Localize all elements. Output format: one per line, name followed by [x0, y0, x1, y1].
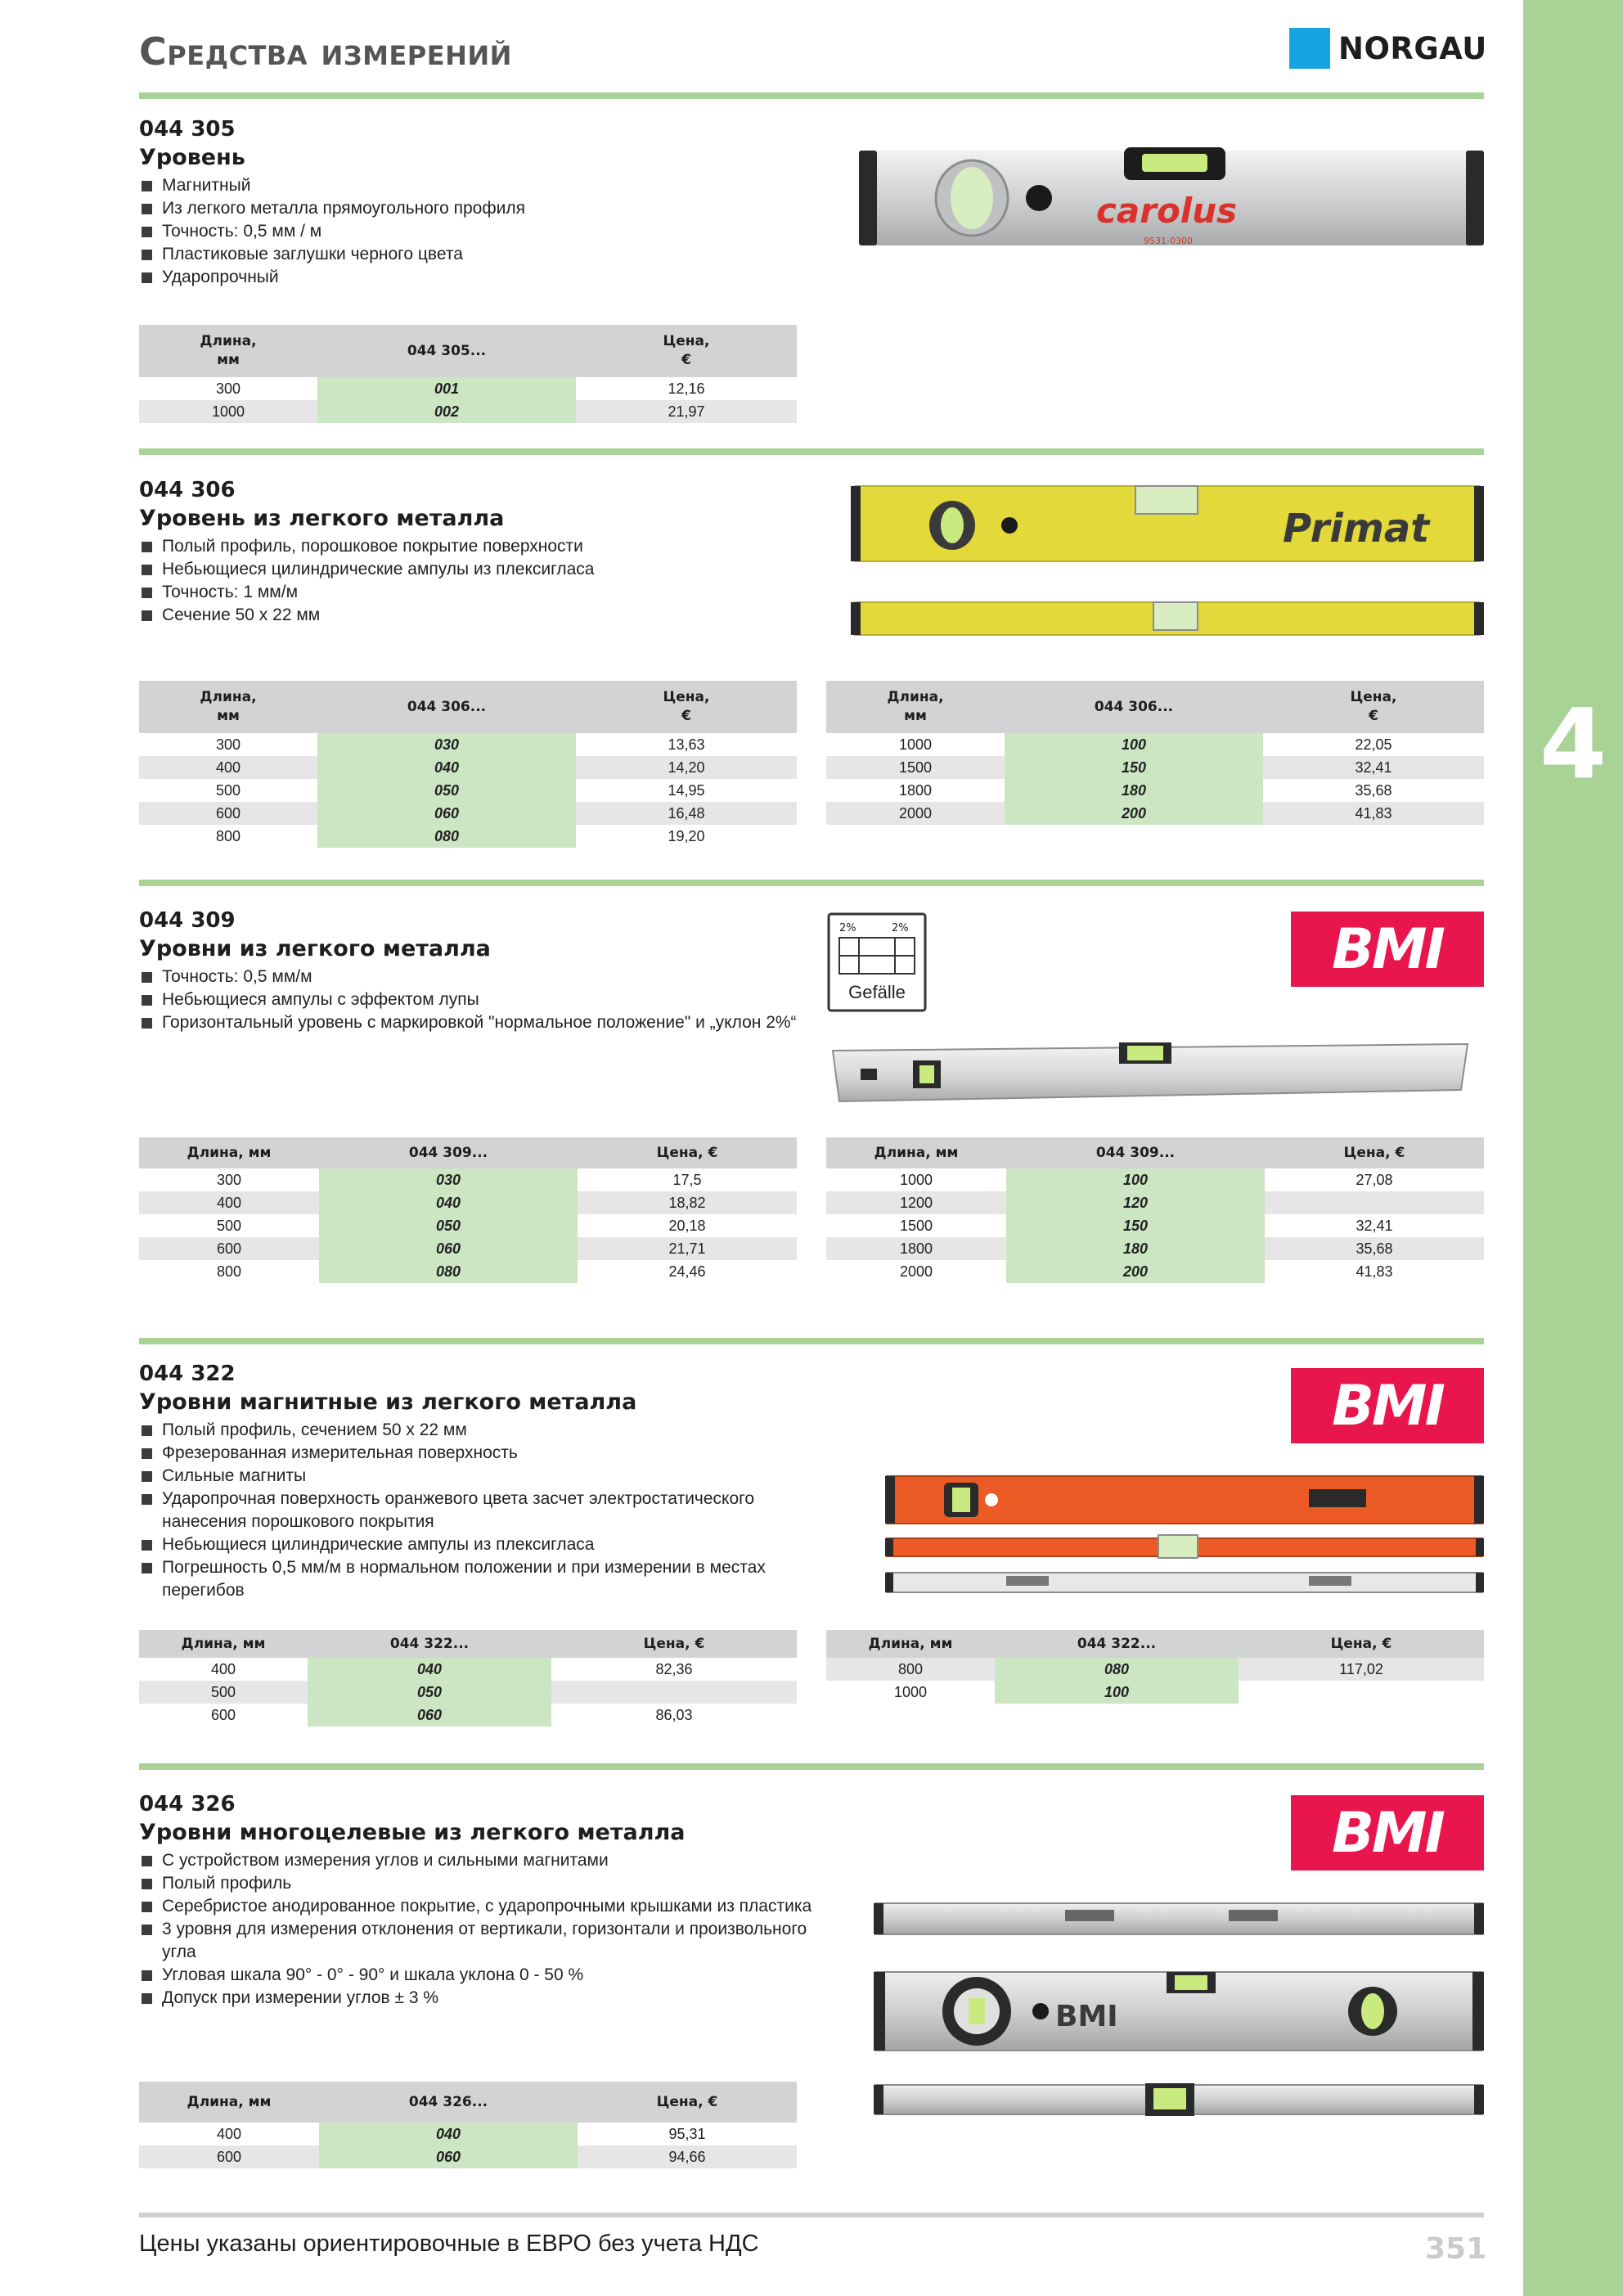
svg-text:2%: 2%: [839, 922, 856, 934]
cell-article: 200: [1005, 802, 1263, 825]
cell-price: [1265, 1191, 1484, 1214]
col-header-length: Длина, мм: [139, 1137, 319, 1168]
cell-length: 1800: [898, 782, 933, 799]
table-row: [826, 802, 1484, 825]
cell-length: 1500: [826, 756, 1005, 779]
cell-price: 20,18: [668, 1218, 706, 1234]
col-header-article: 044 309...: [319, 1137, 578, 1168]
section-divider: [139, 1763, 1484, 1770]
cell-article: 050: [308, 1681, 551, 1704]
cell-price: 14,95: [668, 782, 705, 799]
cell-price: 17,5: [672, 1172, 702, 1188]
feature-item: Погрешность 0,5 мм/м в нормальном положении и при измерении в местах перегибов: [139, 1556, 826, 1602]
svg-text:2%: 2%: [892, 922, 909, 934]
col-header-article: 044 322...: [995, 1630, 1239, 1658]
feature-item: Сильные магниты: [139, 1465, 826, 1488]
cell-price: 18,82: [578, 1191, 797, 1214]
cell-length: 1000: [899, 1172, 933, 1188]
feature-item: Из легкого металла прямоугольного профиля: [139, 197, 826, 220]
table-row: [826, 1168, 1484, 1191]
col-header-length: Длина, мм: [826, 681, 1005, 733]
level-bmi-image: [829, 1036, 1471, 1106]
cell-price: [551, 1681, 797, 1704]
cell-length: 800: [216, 1263, 242, 1280]
feature-item: Точность: 0,5 мм/м: [139, 966, 826, 988]
cell-article: 030: [319, 1168, 578, 1191]
price-table: [139, 681, 797, 848]
cell-price: 82,36: [655, 1661, 693, 1677]
cell-length: 600: [210, 1707, 236, 1723]
cell-price: 32,41: [1355, 1218, 1393, 1234]
cell-price: [1239, 1681, 1484, 1704]
col-header-length: Длина, мм: [139, 1630, 308, 1658]
cell-length: 600: [139, 2145, 319, 2168]
cell-price: 35,68: [1265, 1237, 1484, 1260]
cell-length: 2000: [899, 1263, 933, 1280]
cell-article: 060: [317, 802, 576, 825]
col-header-price: Цена, €: [578, 1137, 797, 1168]
cell-length: 500: [139, 1681, 308, 1704]
col-header-length: Длина, мм: [139, 325, 317, 377]
table-row: [139, 1168, 797, 1191]
feature-item: Полый профиль, порошковое покрытие поверхности: [139, 535, 826, 558]
feature-item: Магнитный: [139, 174, 826, 197]
cell-article: 060: [319, 1237, 578, 1260]
product-section: [139, 1360, 826, 1602]
cell-price: 94,66: [578, 2145, 797, 2168]
col-header-length: Длина, мм: [826, 1630, 995, 1658]
cell-article: 100: [1005, 733, 1263, 756]
feature-item: Ударопрочная поверхность оранжевого цвета засчет электростатического нанесения порошкового покрытия: [139, 1488, 826, 1533]
cell-article: 080: [995, 1658, 1239, 1681]
table-row: [139, 1704, 797, 1727]
price-table: [139, 2082, 797, 2168]
cell-price: 86,03: [655, 1707, 693, 1723]
feature-list: [139, 1849, 826, 2010]
cell-article: 040: [319, 1191, 578, 1214]
table-row: [826, 1214, 1484, 1237]
price-table: [826, 681, 1484, 825]
cell-length: 600: [139, 1237, 319, 1260]
level-multipurpose-image: [872, 1897, 1486, 2119]
cell-price: 27,08: [1355, 1172, 1393, 1188]
table-row: [826, 779, 1484, 802]
cell-price: 21,71: [578, 1237, 797, 1260]
product-code: 044 322: [139, 1362, 236, 1386]
cell-price: 24,46: [668, 1263, 706, 1280]
product-section: [139, 1790, 826, 2010]
price-table: [139, 325, 797, 423]
feature-item: Точность: 0,5 мм / м: [139, 220, 826, 243]
bmi-logo: BMI: [1291, 912, 1484, 987]
cell-length: 1200: [826, 1191, 1006, 1214]
cell-article: 120: [1006, 1191, 1265, 1214]
cell-price: 13,63: [668, 736, 705, 753]
col-header-article: 044 322...: [308, 1630, 551, 1658]
cell-length: 1000: [139, 400, 317, 423]
feature-list: [139, 1419, 826, 1602]
cell-length: 800: [826, 1658, 995, 1681]
feature-list: [139, 966, 826, 1034]
col-header-article: 044 305...: [317, 325, 576, 377]
bmi-logo: BMI: [1291, 1368, 1484, 1443]
cell-length: 1000: [893, 1684, 928, 1700]
col-header-article: 044 306...: [1005, 681, 1263, 733]
cell-article: 060: [319, 2145, 578, 2168]
cell-article: 150: [1006, 1214, 1265, 1237]
svg-text:BMI: BMI: [1055, 2000, 1118, 2033]
feature-item: Допуск при измерении углов ± 3 %: [139, 1987, 826, 2010]
table-row: [139, 1658, 797, 1681]
page-title: Средства измерений: [139, 29, 512, 74]
cell-price: 21,97: [576, 400, 797, 423]
feature-list: [139, 535, 826, 627]
product-title: Уровень: [139, 145, 245, 170]
chapter-sidebar: [1523, 0, 1623, 2296]
table-row: [826, 1191, 1484, 1214]
product-title: Уровень из легкого металла: [139, 506, 505, 531]
feature-item: С устройством измерения углов и сильными магнитами: [139, 1849, 826, 1872]
cell-price: 16,48: [576, 802, 797, 825]
cell-article: 080: [317, 825, 576, 848]
cell-price: 32,41: [1263, 756, 1484, 779]
table-row: [826, 756, 1484, 779]
cell-length: 300: [216, 1172, 242, 1188]
col-header-length: Длина, мм: [139, 2082, 319, 2123]
cell-article: 100: [995, 1681, 1239, 1704]
cell-price: 117,02: [1239, 1658, 1484, 1681]
col-header-price: Цена, €: [1239, 1630, 1484, 1658]
cell-length: 300: [215, 380, 241, 397]
feature-item: Горизонтальный уровень с маркировкой "нормальное положение" и „уклон 2%“: [139, 1011, 826, 1034]
table-row: [139, 802, 797, 825]
level-carolus-image: [857, 144, 1486, 254]
col-header-price: Цена, €: [1263, 681, 1484, 733]
feature-item: Угловая шкала 90° - 0° - 90° и шкала уклона 0 - 50 %: [139, 1964, 826, 1987]
col-header-article: 044 326...: [319, 2082, 578, 2123]
table-row: [826, 1237, 1484, 1260]
cell-length: 1000: [898, 736, 933, 753]
cell-article: 200: [1006, 1260, 1265, 1283]
feature-item: Серебристое анодированное покрытие, с ударопрочными крышками из пластика: [139, 1895, 826, 1918]
cell-article: 002: [317, 400, 576, 423]
footer-note: Цены указаны ориентировочные в ЕВРО без учета НДС: [139, 2231, 759, 2257]
cell-length: 400: [216, 2126, 242, 2142]
cell-article: 050: [319, 1214, 578, 1237]
col-header-length: Длина, мм: [139, 681, 317, 733]
product-title: Уровни из легкого металла: [139, 936, 491, 961]
table-row: [139, 733, 797, 756]
cell-price: 41,83: [1263, 802, 1484, 825]
col-header-price: Цена, €: [1265, 1137, 1484, 1168]
feature-item: Точность: 1 мм/м: [139, 581, 826, 604]
cell-price: 35,68: [1355, 782, 1392, 799]
product-section: [139, 115, 826, 289]
cell-article: 150: [1005, 756, 1263, 779]
price-table: [826, 1630, 1484, 1704]
cell-length: 400: [210, 1661, 236, 1677]
table-row: [139, 1214, 797, 1237]
slope-badge-icon: [826, 912, 928, 1013]
table-row: [139, 756, 797, 779]
cell-length: 500: [216, 1218, 242, 1234]
section-divider: [139, 1338, 1484, 1344]
product-code: 044 305: [139, 117, 236, 142]
table-row: [139, 400, 797, 423]
table-row: [139, 1260, 797, 1283]
table-row: [139, 1681, 797, 1704]
cell-price: 41,83: [1355, 1263, 1393, 1280]
level-orange-image: [883, 1473, 1486, 1597]
cell-article: 040: [308, 1658, 551, 1681]
cell-length: 1800: [826, 1237, 1006, 1260]
section-divider: [139, 448, 1484, 455]
product-code: 044 306: [139, 478, 236, 502]
section-divider: [139, 880, 1484, 886]
product-section: [139, 907, 826, 1034]
feature-item: Полый профиль, сечением 50 x 22 мм: [139, 1419, 826, 1442]
cell-article: 100: [1006, 1168, 1265, 1191]
table-row: [139, 779, 797, 802]
cell-price: 95,31: [668, 2126, 706, 2142]
cell-length: 600: [139, 802, 317, 825]
cell-article: 060: [308, 1704, 551, 1727]
table-row: [826, 1658, 1484, 1681]
table-row: [826, 1260, 1484, 1283]
feature-item: Сечение 50 x 22 мм: [139, 604, 826, 627]
cell-price: 12,16: [668, 380, 705, 397]
footer-divider: [139, 2213, 1484, 2217]
bmi-logo: BMI: [1291, 1795, 1484, 1871]
cell-length: 800: [215, 828, 241, 844]
cell-length: 2000: [826, 802, 1005, 825]
brand-name: NORGAU: [1338, 30, 1487, 66]
cell-length: 1500: [899, 1218, 933, 1234]
feature-item: Пластиковые заглушки черного цвета: [139, 243, 826, 266]
cell-price: 22,05: [1355, 736, 1392, 753]
table-row: [139, 1237, 797, 1260]
col-header-price: Цена, €: [576, 681, 797, 733]
table-row: [139, 2145, 797, 2168]
carolus-code: 9531-0300: [1144, 236, 1193, 246]
feature-list: [139, 174, 826, 289]
feature-item: Ударопрочный: [139, 266, 826, 289]
table-row: [139, 825, 797, 848]
page-number: 351: [1425, 2232, 1487, 2266]
product-code: 044 326: [139, 1792, 236, 1817]
price-table: [139, 1137, 797, 1283]
primat-wordmark: Primat: [1283, 506, 1430, 551]
brand-square-icon: [1289, 28, 1330, 69]
carolus-wordmark: carolus: [1096, 191, 1238, 231]
feature-item: 3 уровня для измерения отклонения от вертикали, горизонтали и произвольного угла: [139, 1918, 826, 1964]
cell-length: 400: [139, 756, 317, 779]
feature-item: Небьющиеся ампулы с эффектом лупы: [139, 988, 826, 1011]
feature-item: Небьющиеся цилиндрические ампулы из плексигласа: [139, 1533, 826, 1556]
cell-article: 180: [1006, 1237, 1265, 1260]
feature-item: Небьющиеся цилиндрические ампулы из плексигласа: [139, 558, 826, 581]
cell-article: 050: [317, 779, 576, 802]
product-section: [139, 476, 826, 627]
table-row: [139, 2123, 797, 2145]
section-divider: [139, 92, 1484, 99]
product-code: 044 309: [139, 908, 236, 933]
cell-length: 400: [139, 1191, 319, 1214]
price-table: [826, 1137, 1484, 1283]
cell-article: 080: [319, 1260, 578, 1283]
feature-item: Полый профиль: [139, 1872, 826, 1895]
table-row: [139, 377, 797, 400]
cell-article: 030: [317, 733, 576, 756]
cell-price: 14,20: [576, 756, 797, 779]
cell-article: 001: [317, 377, 576, 400]
price-table: [139, 1630, 797, 1727]
level-primat-image: [849, 483, 1486, 640]
col-header-price: Цена, €: [551, 1630, 797, 1658]
cell-price: 19,20: [668, 828, 705, 844]
col-header-article: 044 306...: [317, 681, 576, 733]
col-header-length: Длина, мм: [826, 1137, 1006, 1168]
product-title: Уровни многоцелевые из легкого металла: [139, 1820, 686, 1845]
feature-item: Фрезерованная измерительная поверхность: [139, 1442, 826, 1465]
table-row: [826, 1681, 1484, 1704]
badge-label: Gefälle: [848, 982, 906, 1002]
col-header-price: Цена, €: [578, 2082, 797, 2123]
cell-length: 500: [215, 782, 241, 799]
cell-article: 180: [1005, 779, 1263, 802]
table-row: [826, 733, 1484, 756]
cell-article: 040: [317, 756, 576, 779]
cell-length: 300: [215, 736, 241, 753]
col-header-article: 044 309...: [1006, 1137, 1265, 1168]
table-row: [139, 1191, 797, 1214]
cell-article: 040: [319, 2123, 578, 2145]
chapter-number: 4: [1539, 687, 1607, 800]
col-header-price: Цена, €: [576, 325, 797, 377]
product-title: Уровни магнитные из легкого металла: [139, 1389, 637, 1415]
brand-logo: [1289, 28, 1487, 69]
